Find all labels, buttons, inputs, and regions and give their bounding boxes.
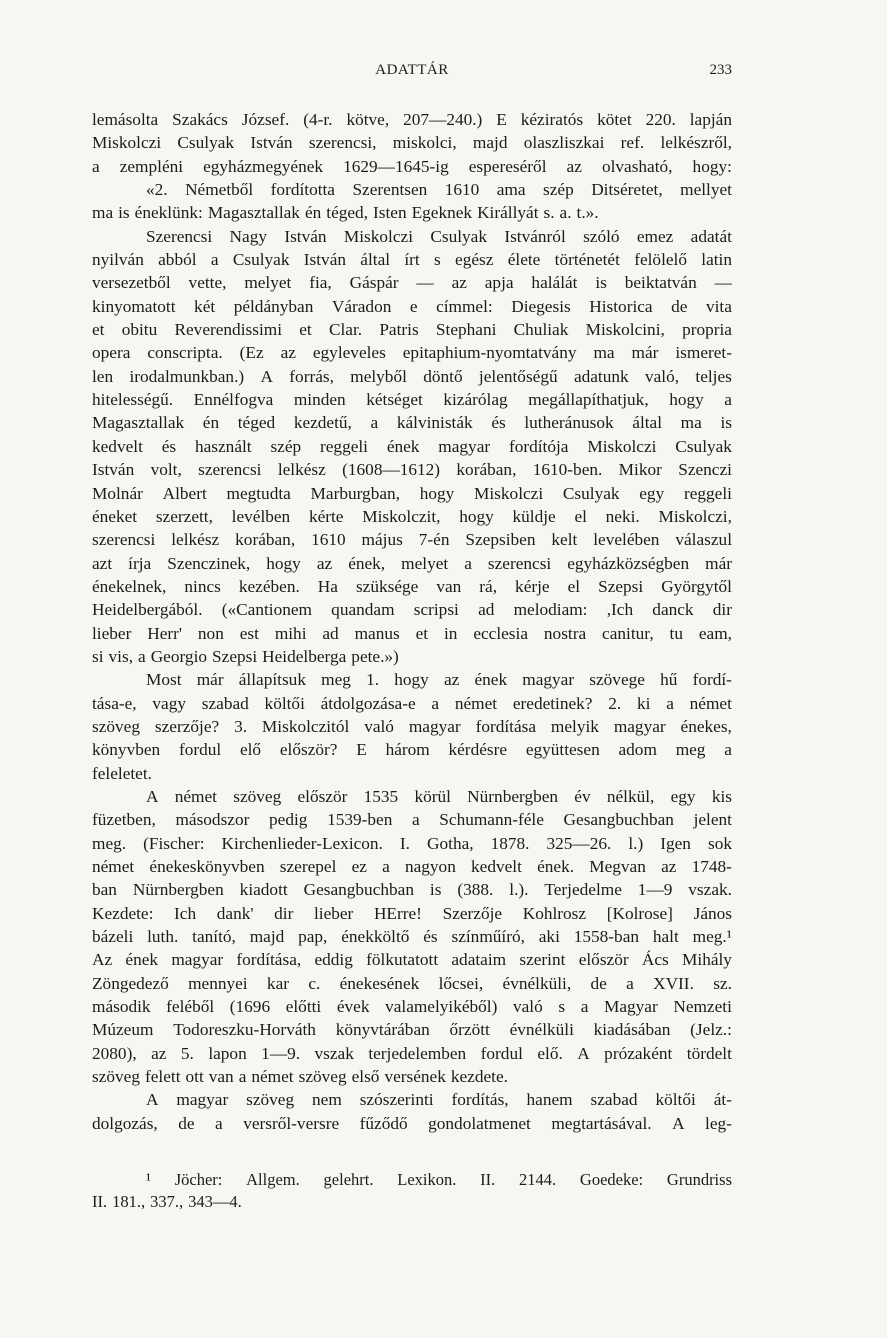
text-line: német énekeskönyvben szerepel ez a nagyon kedvelt ének. Megvan az 1748- [92,857,732,876]
text-line: a zempléni egyházmegyének 1629—1645-ig espereséről az olvasható, hogy: [92,156,732,176]
text-line: et obitu Reverendissimi et Clar. Patris Stephani Chuliak Miskolcini, propria [92,320,732,340]
text-line: kedvelt és használt szép reggeli ének magyar fordítója Miskolczi Csulyak [92,436,732,456]
text-line: szerencsi lelkész korában, 1610 május 7-én Szepsiben kelt levelében válaszul [92,530,732,550]
text-line: kinyomatott két példányban Váradon e címmel: Diegesis Historica de vita [92,296,732,316]
text-line: Zöngedező mennyei kar c. énekesének lőcsei, évnélküli, de a XVII. sz. [92,973,732,993]
text-line: len irodalmunkban.) A forrás, melyből döntő jelentőségű adatunk való, teljes [92,366,732,386]
text-line: A magyar szöveg nem szószerinti fordítás, hanem szabad költői át- [146,1090,732,1110]
text-line: versezetből vette, melyet fia, Gáspár — az apja halálát is beiktatván — [92,273,732,293]
text-line: azt írja Szenczinek, hogy az ének, melyet a szerencsi egyházközségben már [92,553,732,573]
text-line: meg. (Fischer: Kirchenlieder-Lexicon. I. Gotha, 1878. 325—26. l.) Igen sok [92,833,732,853]
text-line: nyilván abból a Csulyak István által írt s egész élete történetét felölelő latin [92,250,732,270]
main-text-block [92,108,732,1135]
text-line: füzetben, másodszor pedig 1539-ben a Schumann-féle Gesangbuchban jelent [92,810,732,830]
footnote-line: ¹ Jöcher: Allgem. gelehrt. Lexikon. II. 2144. Goedeke: Grundriss [146,1170,732,1190]
text-line: Heidelbergából. («Cantionem quandam scripsi ad melodiam: ,Ich danck dir [92,600,732,620]
text-line: Miskolczi Csulyak István szerencsi, miskolci, majd olaszliszkai ref. lelkészről, [92,133,732,153]
text-line: Az ének magyar fordítása, eddig fölkutatott adataim szerint először Ács Mihály [92,950,732,970]
text-line: éneket szerzett, levélben kérte Miskolczit, hogy küldje el neki. Miskolczi, [92,506,732,526]
text-line: szöveg szerzője? 3. Miskolczitól való magyar fordítása melyik magyar énekes, [92,716,732,736]
footnote-line: II. 181., 337., 343—4. [92,1192,242,1212]
text-line: Szerencsi Nagy István Miskolczi Csulyak Istvánról szóló emez adatát [146,226,732,246]
text-line: könyvben fordul elő először? E három kérdésre együttesen adom meg a [92,740,732,760]
page-header [92,62,732,86]
text-line: lieber Herr' non est mihi ad manus et in ecclesia nostra canitur, tu eam, [92,623,732,643]
text-line: 2080), az 5. lapon 1—9. vszak terjedelemben fordul elő. A prózaként tördelt [92,1043,732,1063]
footnote-gap [92,1135,732,1169]
text-line: tása-e, vagy szabad költői átdolgozása-e a német eredetinek? 2. ki a német [92,693,732,713]
text-line: A német szöveg először 1535 körül Nürnbergben év nélkül, egy kis [146,786,732,806]
text-line: ma is éneklünk: Magasztallak én téged, Isten Egeknek Királlyát s. a. t.». [92,203,599,223]
text-line: szöveg felett ott van a német szöveg első versének kezdete. [92,1067,508,1087]
text-line: opera conscripta. (Ez az egyleveles epitaphium-nyomtatvány ma már ismeret- [92,343,732,363]
page-number: 233 [709,62,732,78]
text-line: Magasztallak én téged kezdetű, a kálvinisták és lutheránusok által ma is [92,413,732,433]
running-title: ADATTÁR [375,62,449,78]
text-line: dolgozás, de a versről-versre fűződő gondolatmenet megtartásával. A leg- [92,1113,732,1133]
text-line: ban Nürnbergben kiadott Gesangbuchban is (388. l.). Terjedelme 1—9 vszak. [92,880,732,900]
text-line: Múzeum Todoreszku-Horváth könyvtárában őrzött évnélküli kiadásában (Jelz.: [92,1020,732,1040]
text-line: hitelességű. Ennélfogva minden kétséget kizárólag megállapíthatjuk, hogy a [92,390,732,410]
footnote-block [92,1169,732,1213]
text-line: si vis, a Georgio Szepsi Heidelberga pete.») [92,646,399,666]
text-line: István volt, szerencsi lelkész (1608—1612) korában, 1610-ben. Mikor Szenczi [92,460,732,480]
text-line: lemásolta Szakács József. (4-r. kötve, 207—240.) E kéziratós kötet 220. lapján [92,110,732,129]
text-line: Kezdete: Ich dank' dir lieber HErre! Szerzője Kohlrosz [Kolrose] János [92,903,732,923]
text-line: bázeli luth. tanító, majd pap, énekköltő és színműíró, aki 1558-ban halt meg.¹ [92,927,732,947]
text-line: «2. Németből fordította Szerentsen 1610 ama szép Ditséretet, mellyet [146,180,732,200]
body-text [92,108,732,1213]
text-line: Most már állapítsuk meg 1. hogy az ének magyar szövege hű fordí- [146,670,732,690]
text-line: feleletet. [92,763,152,783]
text-line: Molnár Albert megtudta Marburgban, hogy Miskolczi Csulyak egy reggeli [92,483,732,503]
text-line: énekelnek, nincs kezében. Ha szüksége van rá, kérje el Szepsi Györgytől [92,576,732,596]
text-line: második feléből (1696 előtti évek valamelyikéből) való s a Magyar Nemzeti [92,997,732,1017]
